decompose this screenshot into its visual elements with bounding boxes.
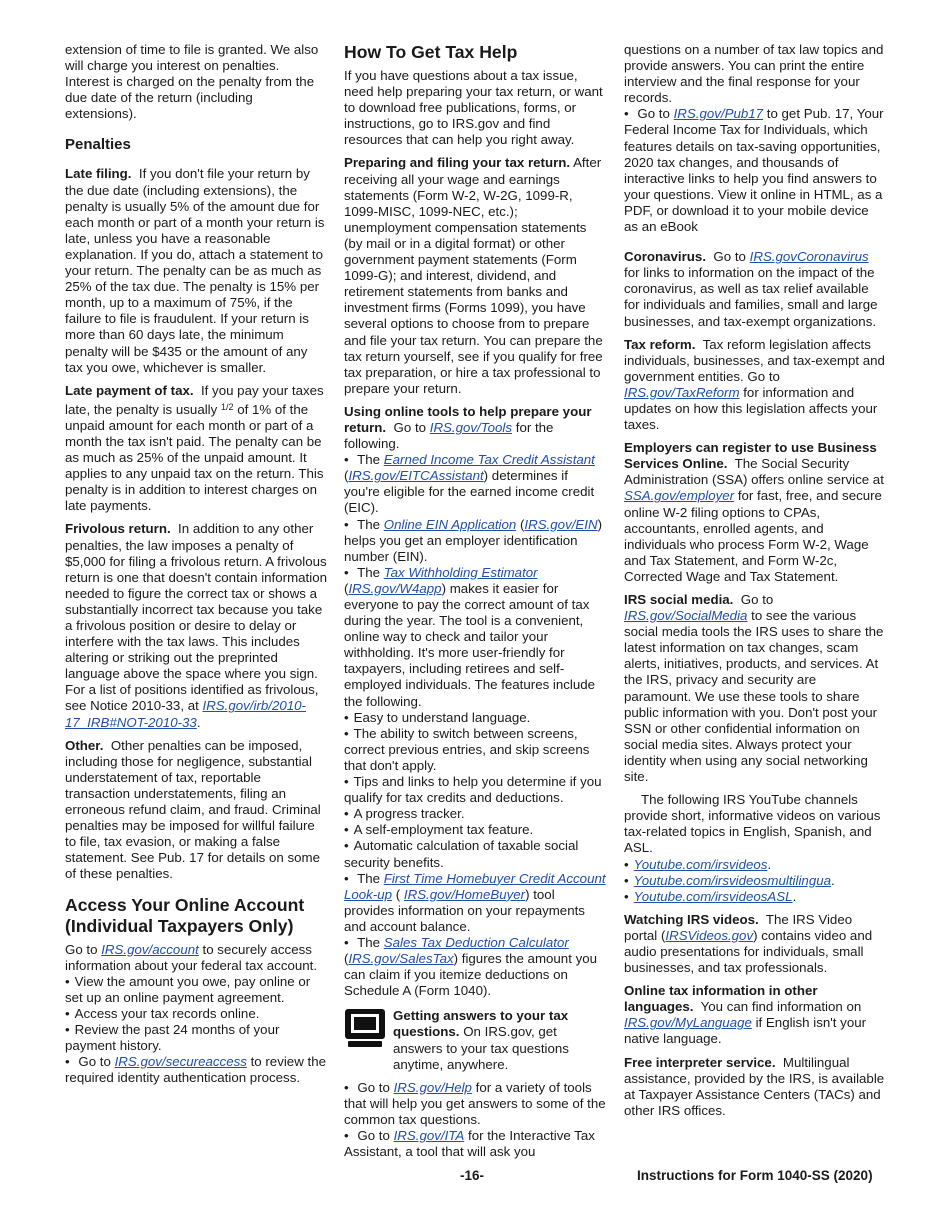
coronavirus-paragraph [624, 249, 886, 329]
withholding-bullet: • The Tax Withholding Estimator (IRS.gov/W4app) makes it easier for everyone to pay the correct amount of tax during the year. The tool is a convenient, online way to check and tailor your withholding. It's more user-friendly for taxpayers, including retirees and self-employed individuals. The features include the following. [344, 565, 606, 710]
feature-bullet: • A self-employment tax feature. [344, 822, 606, 838]
social-media-link[interactable]: IRS.gov/SocialMedia [624, 608, 748, 624]
pub17-text: to get Pub. 17, Your Federal Income Tax for Individuals, which features details on tax-saving opportunities, 2020 tax changes, and thousands of interactive links to help you find answers to your questions. View it online in HTML, as a PDF, or download it to your mobile device as an eBook [624, 106, 884, 235]
frivolous-link[interactable]: IRS.gov/irb/2010-17_IRB#NOT-2010-33 [65, 698, 306, 730]
column-right [624, 42, 886, 1126]
frivolous-paragraph: Frivolous return. In addition to any other penalties, the law imposes a penalty of $5,000 for filing a frivolous return. A frivolous return is one that doesn't contain information needed to figure the correct tax or shows a substantially incorrect tax because you take a frivolous position or desire to delay or interfere with the tax laws. This includes altering or striking out the preprinted language above the space where you sign. For a list of positions identified as frivolous, see Notice 2010-33, at IRS.gov/irb/2010-17_IRB#NOT-2010-33. [65, 521, 327, 730]
social-media-paragraph [624, 592, 886, 785]
ein-link[interactable]: Online EIN Application [383, 516, 517, 532]
eitc-text: determines if you're eligible for the earned income credit (EIC). [344, 468, 595, 516]
late-payment-fraction: 1/2 [220, 401, 234, 412]
coronavirus-title: Coronavirus. [624, 249, 707, 265]
secure-go: Go to [78, 1054, 111, 1070]
frivolous-title: Frivolous return. [65, 521, 171, 537]
tax-reform-text-b: for information and updates on how this legislation affects your taxes. [624, 384, 878, 433]
social-media-text: to see the various social media tools the IRS uses to share the latest information on tax changes, scam alerts, initiatives, products, and services. At the IRS, privacy and security are paramount. We use these tools to share public information with you. Don't post your SSN or other confidential information on social media sites. Always protect your identity when using any social networking site. [624, 608, 884, 785]
eitc-url-link[interactable]: IRS.gov/EITCAssistant [348, 468, 484, 484]
bso-link[interactable]: SSA.gov/employer [624, 488, 735, 504]
coronavirus-go: Go to [713, 249, 746, 265]
youtube-bullet: • Youtube.com/irsvideosASL. [624, 889, 886, 905]
tools-go: Go to [393, 419, 427, 435]
youtube-link[interactable]: Youtube.com/irsvideosASL [633, 888, 793, 904]
feature-bullet: • Automatic calculation of taxable social security benefits. [344, 838, 606, 870]
bso-paragraph [624, 440, 886, 585]
youtube-link[interactable]: Youtube.com/irsvideos [633, 856, 768, 872]
tax-reform-text-a: Tax reform legislation affects individuals, businesses, and tax-exempt and government entities. Go to [624, 336, 885, 384]
access-bullet: • View the amount you owe, pay online or set up an online payment agreement. [65, 974, 327, 1006]
videos-title: Watching IRS videos. [624, 911, 759, 927]
late-filing-text: If you don't file your return by the due date (including extensions), the penalty is usually 5% of the amount due for each month or part of a month your return is late, unless you have a reasonable explanation. If you do, attach a statement to your return. The penalty can be as much as 25% of the tax due. The penalty is 15% per month, up to a maximum of 75%, if the failure to file is fraudulent. If your return is more than 60 days late, the minimum penalty will be $435 or the amount of any tax you owe, whichever is smaller. [65, 166, 325, 375]
access-bullet: • Access your tax records online. [65, 1006, 327, 1022]
penalties-heading: Penalties [65, 136, 131, 154]
help-text: for a variety of tools that will help you get answers to some of the common tax questions. [344, 1079, 606, 1127]
ita-bullet [344, 1128, 606, 1160]
withholding-text: makes it easier for everyone to pay the correct amount of tax during the year. The tool is a convenient, online way to check and tailor your withholding. It's more user-friendly for taxpayers, including retirees and self-employed individuals. The features include the following. [344, 580, 596, 709]
access-link[interactable]: IRS.gov/account [101, 941, 199, 957]
frivolous-text: In addition to any other penalties, the law imposes a penalty of $5,000 for filing a frivolous return. A frivolous return is one that doesn't contain information needed to figure the correct tax or shows a substantially incorrect tax because you take a frivolous position or desire to delay or interfere with the tax laws. This includes altering or striking out the preprinted language above the space where you sign. For a list of positions identified as frivolous, see Notice 2010-33, at [65, 521, 327, 714]
prep-paragraph [344, 155, 606, 396]
access-text: to securely access information about your federal tax account. [65, 941, 318, 973]
feature-bullet: • Tips and links to help you determine if you qualify for tax credits and deductions. [344, 774, 606, 806]
answers-text-wrap [393, 1008, 606, 1072]
tax-help-heading: How To Get Tax Help [344, 42, 518, 62]
interpreter-text: Multilingual assistance, provided by the IRS, is available at Taxpayer Assistance Centers (TACs) and other IRS offices. [624, 1054, 885, 1118]
prep-title: Preparing and filing your tax return. [344, 155, 571, 171]
access-go: Go to [65, 941, 98, 957]
eitc-the: The [357, 452, 381, 468]
tools-title: Using online tools to help prepare your return. [344, 403, 592, 435]
std-the: The [357, 934, 381, 950]
ein-url-link[interactable]: IRS.gov/EIN [524, 516, 598, 532]
sales-tax-bullet: • The Sales Tax Deduction Calculator (IRS.gov/SalesTax) figures the amount you can claim if you itemize deductions on Schedule A (Form 1040). [344, 935, 606, 999]
tools-text: for the following. [344, 419, 554, 452]
withholding-link[interactable]: Tax Withholding Estimator [383, 564, 538, 580]
fth-the: The [357, 870, 381, 886]
tax-reform-title: Tax reform. [624, 336, 696, 352]
homebuyer-text: tool provides information on your repayments and account balance. [344, 886, 585, 934]
access-paragraph [65, 942, 327, 974]
answers-title: Getting answers to your tax questions. [393, 1008, 569, 1040]
late-payment-text-a: If you pay your taxes late, the penalty is usually [65, 382, 324, 417]
ita-text: for the Interactive Tax Assistant, a tool that will ask you [344, 1128, 595, 1160]
ein-bullet: • The Online EIN Application (IRS.gov/EIN) helps you get an employer identification number (EIN). [344, 517, 606, 565]
videos-text-a: The IRS Video portal ( [624, 911, 853, 943]
ita-go: Go to [357, 1128, 390, 1143]
bso-title: Employers can register to use Business Services Online. [624, 440, 877, 472]
videos-link[interactable]: IRSVideos.gov [665, 927, 754, 943]
coronavirus-link[interactable]: IRS.govCoronavirus [749, 249, 869, 265]
eitc-link[interactable]: Earned Income Tax Credit Assistant [383, 452, 595, 468]
interpreter-paragraph [624, 1055, 886, 1119]
feature-bullet: • The ability to switch between screens, correct previous entries, and skip screens that don't apply. [344, 726, 606, 774]
sales-tax-text: figures the amount you can claim if you itemize deductions on Schedule A (Form 1040). [344, 951, 598, 999]
late-filing-paragraph [65, 166, 327, 375]
sales-tax-link[interactable]: Sales Tax Deduction Calculator [383, 934, 569, 950]
tw-the: The [357, 564, 381, 580]
intro-paragraph: extension of time to file is granted. We also will charge you interest on penalties. Interest is charged on the penalty from the due date of the return (including extensions). [65, 42, 319, 122]
languages-title: Online tax information in other languages. [624, 983, 818, 1015]
access-bullet: • Review the past 24 months of your payment history. [65, 1022, 327, 1054]
ein-the: The [357, 516, 381, 532]
youtube-bullet: • Youtube.com/irsvideosmultilingua. [624, 873, 886, 889]
late-payment-paragraph [65, 383, 327, 515]
withholding-url-link[interactable]: IRS.gov/W4app [348, 580, 442, 596]
ita-link[interactable]: IRS.gov/ITA [393, 1128, 465, 1143]
feature-bullet: • A progress tracker. [344, 806, 606, 822]
videos-text-b: ) contains video and audio presentations for individuals, small businesses, and tax professionals. [624, 927, 873, 976]
other-paragraph [65, 738, 327, 883]
youtube-link[interactable]: Youtube.com/irsvideosmultilingua [633, 872, 831, 888]
tools-link[interactable]: IRS.gov/Tools [429, 419, 513, 435]
youtube-bullet: • Youtube.com/irsvideos. [624, 857, 886, 873]
coronavirus-text: for links to information on the impact of the coronavirus, as well as tax relief available for individuals and families, small and large businesses, and tax-exempt organizations. [624, 265, 878, 329]
secure-text: to review the required identity authentication process. [65, 1054, 326, 1086]
social-media-title: IRS social media. [624, 592, 734, 607]
homebuyer-link[interactable]: First Time Homebuyer Credit Account Look-up [344, 870, 606, 902]
bso-text-a: The Social Security Administration (SSA) offers online service at [624, 456, 884, 488]
languages-text-b: if English isn't your native language. [624, 1015, 867, 1047]
homebuyer-bullet: • The First Time Homebuyer Credit Account Look-up ( IRS.gov/HomeBuyer) tool provides information on your repayments and account balance. [344, 871, 606, 935]
prep-text: After receiving all your wage and earnings statements (Form W-2, W-2G, 1099-R, 1099-MISC, 1099-NEC, etc.); unemployment compensation statements (by mail or in a digital format) or other government payment statements (Form 1099-G); and interest, dividend, and retirement statements from banks and investment firms (Forms 1099), you have several options to choose from to prepare and file your tax return. You can prepare the tax return yourself, see if you qualify for free tax preparation, or hire a tax professional to prepare your return. [344, 155, 603, 396]
tools-paragraph [344, 404, 606, 452]
column-middle [344, 42, 606, 1160]
page-number: -16- [460, 1168, 485, 1183]
pub17-bullet [624, 106, 886, 235]
pub17-go: Go to [637, 106, 670, 122]
late-payment-title: Late payment of tax. [65, 382, 194, 398]
interpreter-title: Free interpreter service. [624, 1054, 776, 1070]
languages-link[interactable]: IRS.gov/MyLanguage [624, 1015, 752, 1031]
eitc-bullet: • The Earned Income Tax Credit Assistant (IRS.gov/EITCAssistant) determines if you're eligible for the earned income credit (EIC). [344, 452, 606, 516]
help-bullet [344, 1080, 606, 1128]
help-go: Go to [357, 1079, 390, 1095]
homebuyer-url-link[interactable]: IRS.gov/HomeBuyer [403, 886, 526, 902]
tax-help-intro: If you have questions about a tax issue, need help preparing your tax return, or want to download free publications, forms, or instructions, go to IRS.gov and find resources that can help you right away. [344, 68, 603, 148]
secure-access-bullet [65, 1054, 327, 1086]
bso-text-b: for fast, free, and secure online W-2 filing options to CPAs, accountants, enrolled agents, and individuals who process Form W-2, Wage and Tax Statement, and Form W-2c, Corrected Wage and Tax Statement. [624, 488, 882, 584]
tax-reform-link[interactable]: IRS.gov/TaxReform [624, 384, 740, 400]
languages-paragraph [624, 983, 886, 1047]
late-filing-title: Late filing. [65, 166, 132, 182]
social-media-go: Go to [740, 592, 774, 607]
other-text: Other penalties can be imposed, including those for negligence, substantial understatement of tax, reportable transaction understatements, filing an erroneous refund claim, and fraud. Criminal penalties may be imposed for willful failure to file, tax evasion, or making a false statement. See Pub. 17 for details on some of these penalties. [65, 737, 321, 882]
column-left [65, 42, 327, 1086]
ita-continued: questions on a number of tax law topics and provide answers. You can print the entire interview and the final response for your records. [624, 42, 884, 106]
secure-access-link[interactable]: IRS.gov/secureaccess [114, 1054, 247, 1070]
document-title: Instructions for Form 1040-SS (2020) [637, 1168, 873, 1183]
access-heading: Access Your Online Account (Individual Taxpayers Only) [65, 894, 305, 936]
ein-text: helps you get an employer identification number (EIN). [344, 532, 578, 564]
youtube-intro: The following IRS YouTube channels provide short, informative videos on various tax-related topics in English, Spanish, and ASL. [624, 792, 881, 856]
late-payment-text-b: of 1% of the unpaid amount for each month or part of a month the tax isn't paid. The penalty can be as much as 25% of the unpaid amount. It applies to any unpaid tax on the return. This penalty is in addition to interest charges on late payments. [65, 401, 324, 514]
other-title: Other. [65, 737, 104, 753]
tax-reform-paragraph [624, 337, 886, 434]
pub17-link[interactable]: IRS.gov/Pub17 [673, 106, 764, 122]
help-link[interactable]: IRS.gov/Help [393, 1079, 472, 1095]
answers-block [344, 1008, 606, 1072]
videos-paragraph [624, 912, 886, 976]
computer-icon [344, 1008, 386, 1048]
answers-text: On IRS.gov, get answers to your tax questions anytime, anywhere. [393, 1024, 569, 1072]
feature-bullet: • Easy to understand language. [344, 710, 606, 726]
languages-text-a: You can find information on [700, 999, 862, 1015]
sales-tax-url-link[interactable]: IRS.gov/SalesTax [348, 951, 454, 967]
